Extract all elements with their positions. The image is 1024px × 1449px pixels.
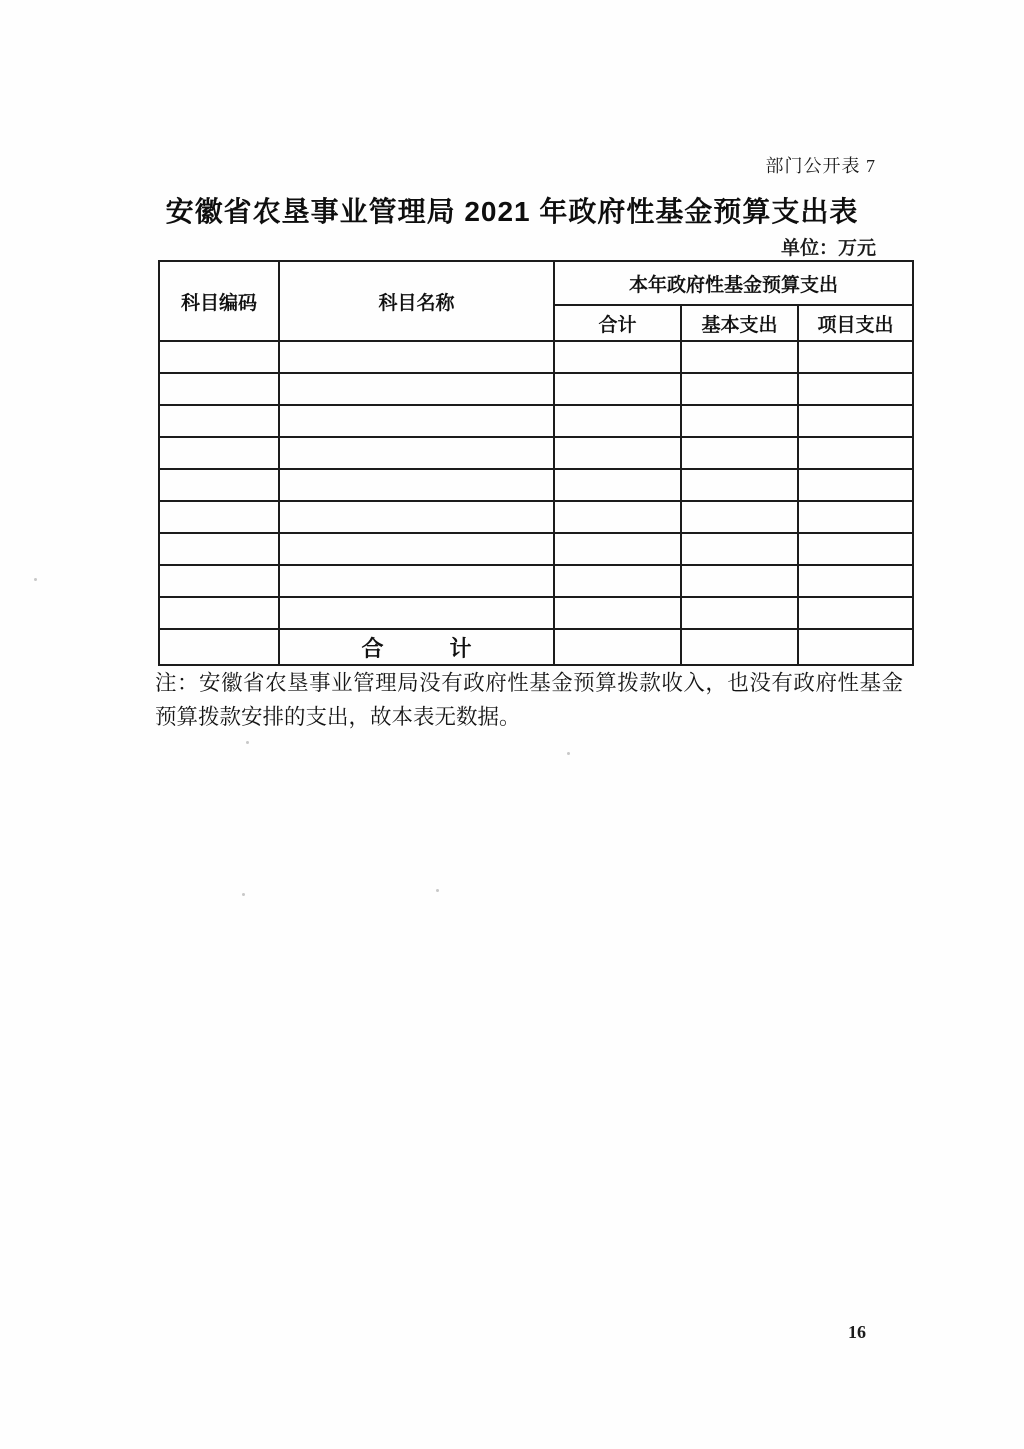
empty-cell — [554, 501, 681, 533]
empty-cell — [681, 501, 798, 533]
empty-cell — [554, 437, 681, 469]
empty-cell — [554, 469, 681, 501]
scan-speck — [34, 578, 37, 581]
col-header-basic-expenditure: 基本支出 — [681, 305, 798, 341]
empty-cell — [798, 469, 913, 501]
scan-speck — [242, 893, 245, 896]
empty-cell — [798, 501, 913, 533]
empty-cell — [554, 597, 681, 629]
col-header-subject-name: 科目名称 — [279, 261, 554, 341]
page-title: 安徽省农垦事业管理局 2021 年政府性基金预算支出表 — [165, 196, 859, 227]
empty-cell — [798, 597, 913, 629]
empty-cell — [279, 565, 554, 597]
table-body — [159, 341, 913, 629]
empty-table-row — [159, 341, 913, 373]
empty-cell — [554, 373, 681, 405]
empty-cell — [681, 469, 798, 501]
empty-cell — [279, 533, 554, 565]
empty-cell — [681, 405, 798, 437]
empty-cell — [681, 373, 798, 405]
empty-table-row — [159, 405, 913, 437]
empty-cell — [798, 533, 913, 565]
empty-table-row — [159, 565, 913, 597]
empty-cell — [159, 437, 279, 469]
empty-cell — [681, 437, 798, 469]
empty-cell — [159, 405, 279, 437]
empty-cell — [798, 373, 913, 405]
empty-table-row — [159, 533, 913, 565]
scan-speck — [246, 741, 249, 744]
empty-cell — [279, 405, 554, 437]
empty-cell — [279, 597, 554, 629]
empty-table-row — [159, 437, 913, 469]
empty-cell — [681, 341, 798, 373]
empty-cell — [554, 405, 681, 437]
page-number: 16 — [848, 1322, 866, 1342]
empty-cell — [159, 533, 279, 565]
empty-cell — [798, 341, 913, 373]
col-header-group-fund-expenditure: 本年政府性基金预算支出 — [554, 261, 913, 305]
empty-cell — [159, 373, 279, 405]
unit-label: 单位：万元 — [780, 238, 876, 259]
empty-cell — [798, 565, 913, 597]
col-header-project-expenditure: 项目支出 — [798, 305, 913, 341]
col-header-subject-code: 科目编码 — [159, 261, 279, 341]
total-row-label: 合 计 — [279, 629, 554, 665]
empty-cell — [159, 501, 279, 533]
empty-cell — [279, 341, 554, 373]
empty-cell — [159, 341, 279, 373]
empty-cell — [159, 469, 279, 501]
budget-table — [158, 260, 914, 666]
empty-cell — [681, 565, 798, 597]
total-row-code-cell — [159, 629, 279, 665]
empty-cell — [681, 533, 798, 565]
col-header-total: 合计 — [554, 305, 681, 341]
total-row-total-cell — [554, 629, 681, 665]
empty-cell — [279, 501, 554, 533]
empty-cell — [681, 597, 798, 629]
total-row-project-cell — [798, 629, 913, 665]
table-header-row-1 — [159, 261, 913, 305]
empty-cell — [554, 533, 681, 565]
empty-cell — [554, 565, 681, 597]
empty-table-row — [159, 597, 913, 629]
footnote: 注：安徽省农垦事业管理局没有政府性基金预算拨款收入，也没有政府性基金预算拨款安排的支出，故本表无数据。 — [155, 671, 903, 730]
empty-cell — [159, 565, 279, 597]
empty-table-row — [159, 501, 913, 533]
empty-table-row — [159, 469, 913, 501]
empty-table-row — [159, 373, 913, 405]
empty-cell — [798, 437, 913, 469]
total-row — [159, 629, 913, 665]
empty-cell — [279, 469, 554, 501]
scan-speck — [436, 889, 439, 892]
empty-cell — [554, 341, 681, 373]
scan-speck — [567, 752, 570, 755]
empty-cell — [798, 405, 913, 437]
empty-cell — [159, 597, 279, 629]
empty-cell — [279, 437, 554, 469]
doc-sheet-label: 部门公开表 7 — [765, 156, 876, 176]
total-row-basic-cell — [681, 629, 798, 665]
empty-cell — [279, 373, 554, 405]
